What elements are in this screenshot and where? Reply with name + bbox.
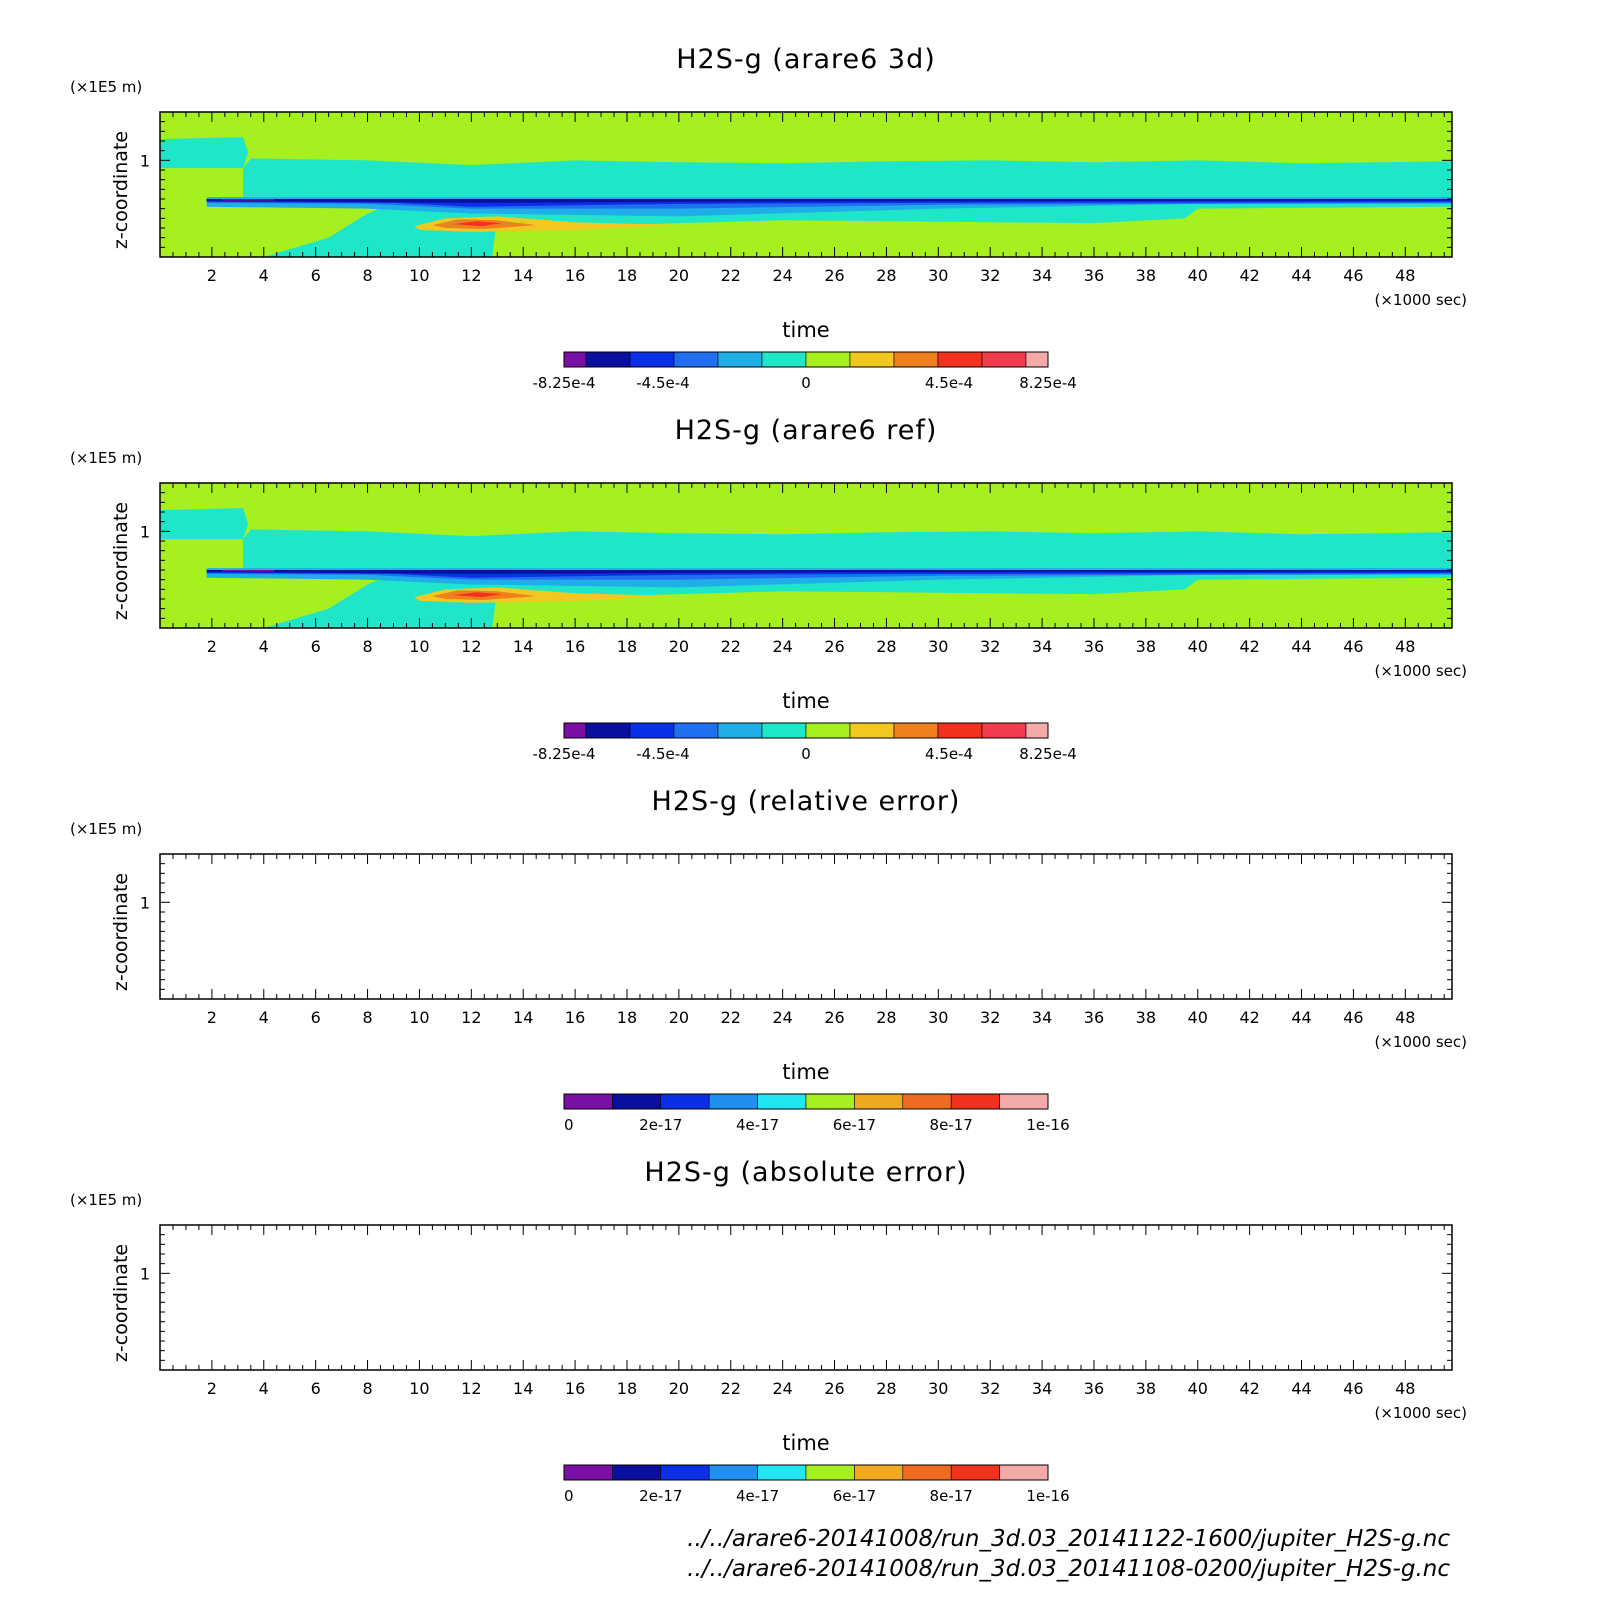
colorbar-label: 4.5e-4 [924,374,974,392]
colorbar-bin [806,1465,854,1480]
x-tick-label: 16 [564,266,586,285]
x-tick-label: 10 [409,637,430,656]
y-axis-label: z-coordinate [110,872,132,992]
x-tick-label: 28 [876,1008,897,1027]
x-tick-label: 26 [824,1379,845,1398]
colorbar-bin [1000,1094,1048,1109]
colorbar-label: 4e-17 [735,1487,780,1505]
y-unit-label: (×1E5 m) [70,820,143,838]
colorbar-label: 0 [801,374,811,392]
x-tick-label: 2 [206,637,217,656]
x-tick-label: 2 [206,266,217,285]
x-tick-label: 28 [876,637,897,656]
colorbar-bin [951,1094,999,1109]
colorbar-bin [564,352,586,367]
colorbar-label: 0 [564,1487,574,1505]
colorbar-bin [709,1094,757,1109]
x-tick-label: 6 [310,266,321,285]
colorbar-bin [661,1465,709,1480]
chart-panel-1 [70,44,1467,392]
colorbar [564,1094,1070,1134]
x-tick-label: 34 [1031,1008,1053,1027]
x-tick-label: 8 [362,1008,373,1027]
colorbar-bin [630,352,674,367]
x-tick-label: 40 [1187,637,1208,656]
x-tick-label: 10 [409,266,430,285]
x-tick-label: 44 [1291,266,1312,285]
x-tick-label: 38 [1135,266,1157,285]
x-tick-label: 40 [1187,1008,1208,1027]
colorbar-bin [1026,352,1048,367]
x-tick-label: 30 [928,1379,949,1398]
y-tick-label: 1 [139,893,150,913]
colorbar-label: 8.25e-4 [1019,745,1077,763]
x-tick-label: 22 [720,637,741,656]
colorbar-label: 6e-17 [832,1487,877,1505]
colorbar-bin [762,723,806,738]
x-unit-label: (×1000 sec) [1374,291,1467,309]
x-axis-label: time [782,318,830,342]
x-tick-label: 2 [206,1379,217,1398]
colorbar-label: -8.25e-4 [532,374,596,392]
colorbar-bin [564,723,586,738]
colorbar-label: 8.25e-4 [1019,374,1077,392]
x-tick-label: 22 [720,266,741,285]
colorbar [533,352,1077,392]
x-tick-label: 18 [616,266,638,285]
x-tick-label: 48 [1395,266,1416,285]
x-tick-label: 16 [564,1008,586,1027]
y-tick-label: 1 [139,1264,150,1284]
x-tick-label: 30 [928,637,949,656]
x-tick-label: 18 [616,637,638,656]
x-axis-label: time [782,1431,830,1455]
chart-title: H2S-g (absolute error) [644,1157,968,1188]
x-tick-label: 12 [461,1008,482,1027]
x-unit-label: (×1000 sec) [1374,1404,1467,1422]
y-unit-label: (×1E5 m) [70,78,143,96]
colorbar-label: 4.5e-4 [924,745,974,763]
colorbar-bin [718,352,762,367]
x-tick-label: 46 [1343,1379,1364,1398]
colorbar-bin [806,352,850,367]
x-tick-label: 8 [362,637,373,656]
x-tick-label: 24 [772,1008,793,1027]
chart-panel-4 [70,1157,1467,1505]
x-tick-label: 26 [824,637,845,656]
y-unit-label: (×1E5 m) [70,449,143,467]
x-tick-label: 38 [1135,1379,1157,1398]
field-spot-purple [222,199,274,200]
x-tick-label: 48 [1395,1008,1416,1027]
colorbar-bin [854,1465,902,1480]
x-tick-label: 32 [980,1379,1001,1398]
x-tick-label: 18 [616,1008,638,1027]
colorbar [533,723,1077,763]
x-tick-label: 4 [258,1379,269,1398]
x-tick-label: 8 [362,1379,373,1398]
x-tick-label: 40 [1187,1379,1208,1398]
x-tick-label: 32 [980,1008,1001,1027]
field-spot-purple [222,570,274,571]
x-tick-label: 20 [668,1379,690,1398]
x-tick-label: 16 [564,1379,586,1398]
x-tick-label: 8 [362,266,373,285]
colorbar-bin [806,723,850,738]
colorbar-label: 0 [801,745,811,763]
x-tick-label: 4 [258,266,269,285]
x-tick-label: 6 [310,637,321,656]
x-tick-label: 14 [513,637,534,656]
x-tick-label: 12 [461,1379,482,1398]
footer-line-1: ../../arare6-20141008/run_3d.03_20141122-1600/jupiter_H2S-g.nc [687,1526,1450,1552]
x-tick-label: 2 [206,1008,217,1027]
x-tick-label: 28 [876,1379,897,1398]
x-tick-label: 14 [513,1008,534,1027]
x-tick-label: 30 [928,1008,949,1027]
x-tick-label: 14 [513,266,534,285]
x-tick-label: 26 [824,266,845,285]
x-tick-label: 42 [1239,1008,1260,1027]
colorbar-bin [894,723,938,738]
x-tick-label: 10 [409,1379,430,1398]
x-axis-label: time [782,1060,830,1084]
field-region-upper-left [160,137,248,168]
colorbar-bin [982,352,1026,367]
y-unit-label: (×1E5 m) [70,1191,143,1209]
colorbar-bin [674,723,718,738]
x-tick-label: 24 [772,1379,793,1398]
x-tick-label: 44 [1291,1008,1312,1027]
colorbar-bin [903,1465,951,1480]
x-tick-label: 20 [668,266,690,285]
x-tick-label: 36 [1083,1008,1105,1027]
x-tick-label: 14 [513,1379,534,1398]
y-axis-label: z-coordinate [110,501,132,621]
colorbar-bin [806,1094,854,1109]
colorbar-bin [1000,1465,1048,1480]
x-tick-label: 28 [876,266,897,285]
x-tick-label: 44 [1291,637,1312,656]
x-axis-label: time [782,689,830,713]
footer-line-2: ../../arare6-20141008/run_3d.03_20141108-0200/jupiter_H2S-g.nc [687,1556,1450,1582]
x-tick-label: 32 [980,266,1001,285]
colorbar-bin [709,1465,757,1480]
x-tick-label: 48 [1395,1379,1416,1398]
x-unit-label: (×1000 sec) [1374,1033,1467,1051]
x-tick-label: 34 [1031,266,1053,285]
colorbar-bin [894,352,938,367]
chart-panel-2 [70,415,1467,763]
x-tick-label: 36 [1083,1379,1105,1398]
colorbar-bin [758,1465,806,1480]
x-tick-label: 12 [461,266,482,285]
x-tick-label: 22 [720,1379,741,1398]
colorbar-bin [564,1094,612,1109]
colorbar-bin [951,1465,999,1480]
colorbar-bin [661,1094,709,1109]
colorbar-label: -8.25e-4 [532,745,596,763]
y-tick-label: 1 [139,522,150,542]
x-tick-label: 42 [1239,637,1260,656]
chart-title: H2S-g (arare6 3d) [676,44,936,75]
colorbar-bin [854,1094,902,1109]
colorbar-bin [718,723,762,738]
x-tick-label: 34 [1031,637,1053,656]
x-tick-label: 18 [616,1379,638,1398]
x-tick-label: 32 [980,637,1001,656]
x-tick-label: 4 [258,637,269,656]
x-tick-label: 48 [1395,637,1416,656]
colorbar-bin [982,723,1026,738]
colorbar-bin [938,723,982,738]
colorbar-bin [850,723,894,738]
x-tick-label: 46 [1343,1008,1364,1027]
colorbar-label: 4e-17 [735,1116,780,1134]
chart-title: H2S-g (relative error) [651,786,961,817]
colorbar-bin [630,723,674,738]
field-band-upper [243,529,1452,570]
x-tick-label: 34 [1031,1379,1053,1398]
colorbar-bin [758,1094,806,1109]
x-tick-label: 26 [824,1008,845,1027]
colorbar-bin [903,1094,951,1109]
y-axis-label: z-coordinate [110,130,132,250]
colorbar-label: 8e-17 [929,1487,973,1505]
y-tick-label: 1 [139,151,150,171]
plot-frame [160,854,1452,999]
colorbar-bin [674,352,718,367]
colorbar-bin [612,1465,660,1480]
colorbar [564,1465,1070,1505]
x-tick-label: 42 [1239,266,1260,285]
x-tick-label: 44 [1291,1379,1312,1398]
x-tick-label: 16 [564,637,586,656]
x-tick-label: 10 [409,1008,430,1027]
colorbar-label: 1e-16 [1026,1116,1070,1134]
x-tick-label: 12 [461,637,482,656]
colorbar-bin [850,352,894,367]
chart-title: H2S-g (arare6 ref) [674,415,938,446]
x-tick-label: 38 [1135,637,1157,656]
colorbar-label: 8e-17 [929,1116,973,1134]
colorbar-label: 2e-17 [639,1116,683,1134]
colorbar-bin [586,723,630,738]
x-tick-label: 38 [1135,1008,1157,1027]
colorbar-label: -4.5e-4 [636,374,690,392]
x-tick-label: 6 [310,1379,321,1398]
y-axis-label: z-coordinate [110,1243,132,1363]
chart-panel-3 [70,786,1467,1134]
x-tick-label: 46 [1343,266,1364,285]
x-tick-label: 46 [1343,637,1364,656]
colorbar-label: 2e-17 [639,1487,683,1505]
colorbar-bin [1026,723,1048,738]
colorbar-label: -4.5e-4 [636,745,690,763]
x-unit-label: (×1000 sec) [1374,662,1467,680]
colorbar-bin [586,352,630,367]
plot-frame [160,1225,1452,1370]
colorbar-bin [938,352,982,367]
colorbar-label: 0 [564,1116,574,1134]
x-tick-label: 36 [1083,266,1105,285]
x-tick-label: 40 [1187,266,1208,285]
colorbar-bin [762,352,806,367]
x-tick-label: 6 [310,1008,321,1027]
colorbar-bin [612,1094,660,1109]
x-tick-label: 36 [1083,637,1105,656]
x-tick-label: 30 [928,266,949,285]
x-tick-label: 20 [668,637,690,656]
colorbar-label: 6e-17 [832,1116,877,1134]
x-tick-label: 24 [772,266,793,285]
x-tick-label: 24 [772,637,793,656]
field-band-upper [243,158,1452,199]
field-region-upper-left [160,508,248,539]
colorbar-label: 1e-16 [1026,1487,1070,1505]
colorbar-bin [564,1465,612,1480]
x-tick-label: 20 [668,1008,690,1027]
x-tick-label: 22 [720,1008,741,1027]
x-tick-label: 4 [258,1008,269,1027]
x-tick-label: 42 [1239,1379,1260,1398]
